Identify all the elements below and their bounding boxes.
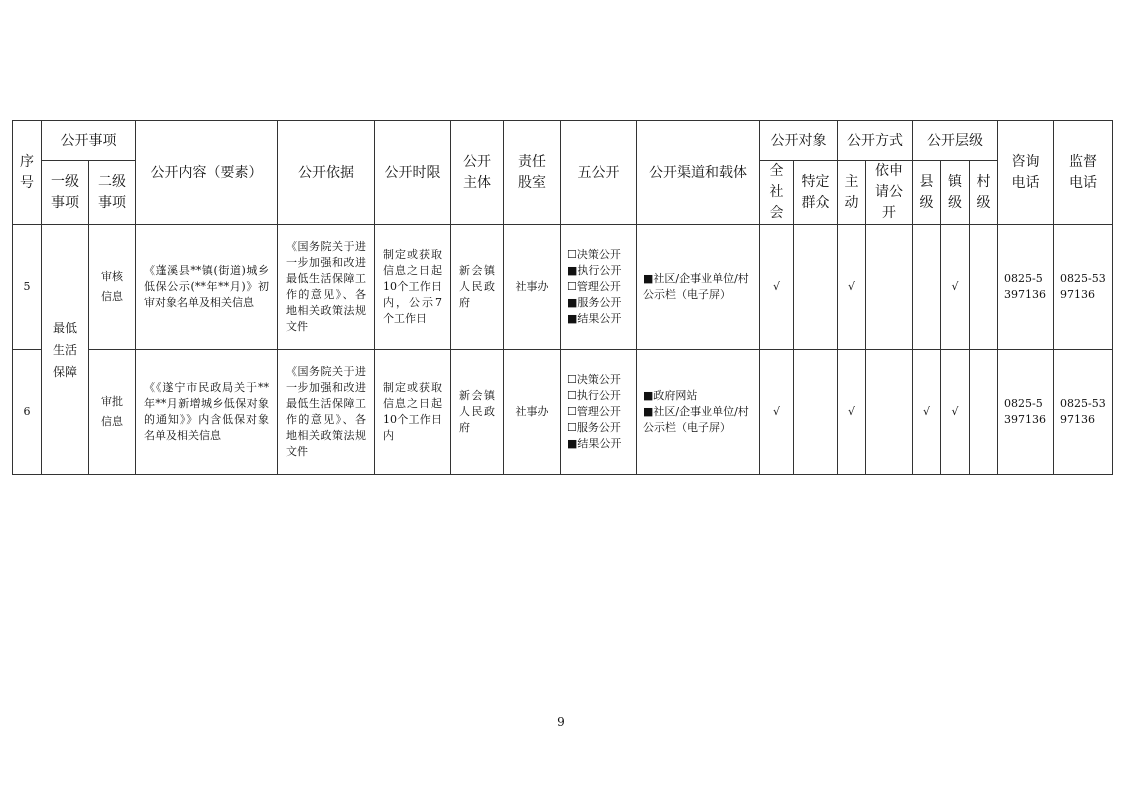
row-office: 社事办 — [504, 225, 561, 350]
row-village — [970, 225, 998, 350]
row-all-society: √ — [760, 225, 794, 350]
header-channel: 公开渠道和载体 — [637, 121, 760, 225]
five-open-item: ☐服务公开 — [567, 421, 621, 434]
row-all-society: √ — [760, 350, 794, 475]
row-level2: 审核信息 — [89, 225, 136, 350]
row-channel — [637, 350, 760, 475]
header-time-limit: 公开时限 — [375, 121, 451, 225]
header-consult-phone: 咨询电话 — [998, 121, 1054, 225]
row-basis: 《国务院关于进一步加强和改进最低生活保障工作的意见》、各地相关政策法规文件 — [278, 225, 375, 350]
row-basis: 《国务院关于进一步加强和改进最低生活保障工作的意见》、各地相关政策法规文件 — [278, 350, 375, 475]
header-all-society: 全社会 — [760, 161, 794, 225]
header-seq: 序号 — [13, 121, 42, 225]
row-county: √ — [913, 350, 941, 475]
header-item-group: 公开事项 — [42, 121, 136, 161]
row-on-request — [866, 225, 913, 350]
header-level2: 二级事项 — [89, 161, 136, 225]
row-town: √ — [941, 225, 970, 350]
row-supervise-phone: 0825-5397136 — [1054, 225, 1113, 350]
row-level2: 审批信息 — [89, 350, 136, 475]
row-office: 社事办 — [504, 350, 561, 475]
row-county — [913, 225, 941, 350]
row-subject: 新会镇人民政府 — [451, 350, 504, 475]
five-open-item: ☐决策公开 — [567, 373, 621, 386]
five-open-item: ☐决策公开 — [567, 248, 621, 261]
five-open-item: ☐管理公开 — [567, 405, 621, 418]
channel-item: ■社区/企事业单位/村公示栏（电子屏） — [643, 272, 749, 301]
header-five-open: 五公开 — [561, 121, 637, 225]
five-open-item: ■服务公开 — [567, 296, 622, 309]
row-five-open — [561, 350, 637, 475]
header-target-group: 公开对象 — [760, 121, 838, 161]
row-consult-phone: 0825-5397136 — [998, 225, 1054, 350]
row-consult-phone: 0825-5397136 — [998, 350, 1054, 475]
table-row — [13, 225, 1113, 350]
row-subject: 新会镇人民政府 — [451, 225, 504, 350]
header-level1: 一级事项 — [42, 161, 89, 225]
row-seq: 6 — [13, 350, 42, 475]
header-village: 村级 — [970, 161, 998, 225]
row-channel — [637, 225, 760, 350]
row-active: √ — [838, 350, 866, 475]
five-open-item: ■结果公开 — [567, 312, 622, 325]
header-method-group: 公开方式 — [838, 121, 913, 161]
row-specific-group — [794, 350, 838, 475]
channel-item: ■政府网站 — [643, 389, 698, 402]
page-number: 9 — [557, 715, 565, 729]
row-specific-group — [794, 225, 838, 350]
table-row — [13, 350, 1113, 475]
row-on-request — [866, 350, 913, 475]
row-content: 《蓬溪县**镇(街道)城乡低保公示(**年**月)》初审对象名单及相关信息 — [136, 225, 278, 350]
header-active: 主动 — [838, 161, 866, 225]
channel-item: ■社区/企事业单位/村公示栏（电子屏） — [643, 405, 749, 434]
row-time-limit: 制定或获取信息之日起10个工作日内 — [375, 350, 451, 475]
header-town: 镇级 — [941, 161, 970, 225]
five-open-item: ☐管理公开 — [567, 280, 621, 293]
level1-item: 最低生活保障 — [42, 225, 89, 475]
row-seq: 5 — [13, 225, 42, 350]
five-open-item: ■执行公开 — [567, 264, 622, 277]
header-on-request: 依申请公开 — [866, 161, 913, 225]
header-subject: 公开主体 — [451, 121, 504, 225]
five-open-item: ■结果公开 — [567, 437, 622, 450]
row-village — [970, 350, 998, 475]
header-supervise-phone: 监督电话 — [1054, 121, 1113, 225]
row-town: √ — [941, 350, 970, 475]
header-basis: 公开依据 — [278, 121, 375, 225]
row-five-open — [561, 225, 637, 350]
header-county: 县级 — [913, 161, 941, 225]
row-content: 《《遂宁市民政局关于**年**月新增城乡低保对象的通知》》内含低保对象名单及相关信息 — [136, 350, 278, 475]
header-content: 公开内容（要素） — [136, 121, 278, 225]
five-open-item: ☐执行公开 — [567, 389, 621, 402]
row-supervise-phone: 0825-5397136 — [1054, 350, 1113, 475]
header-specific-group: 特定群众 — [794, 161, 838, 225]
header-level-group: 公开层级 — [913, 121, 998, 161]
disclosure-table — [12, 120, 1113, 475]
row-active: √ — [838, 225, 866, 350]
row-time-limit: 制定或获取信息之日起10个工作日内，公示7个工作日 — [375, 225, 451, 350]
header-office: 责任股室 — [504, 121, 561, 225]
